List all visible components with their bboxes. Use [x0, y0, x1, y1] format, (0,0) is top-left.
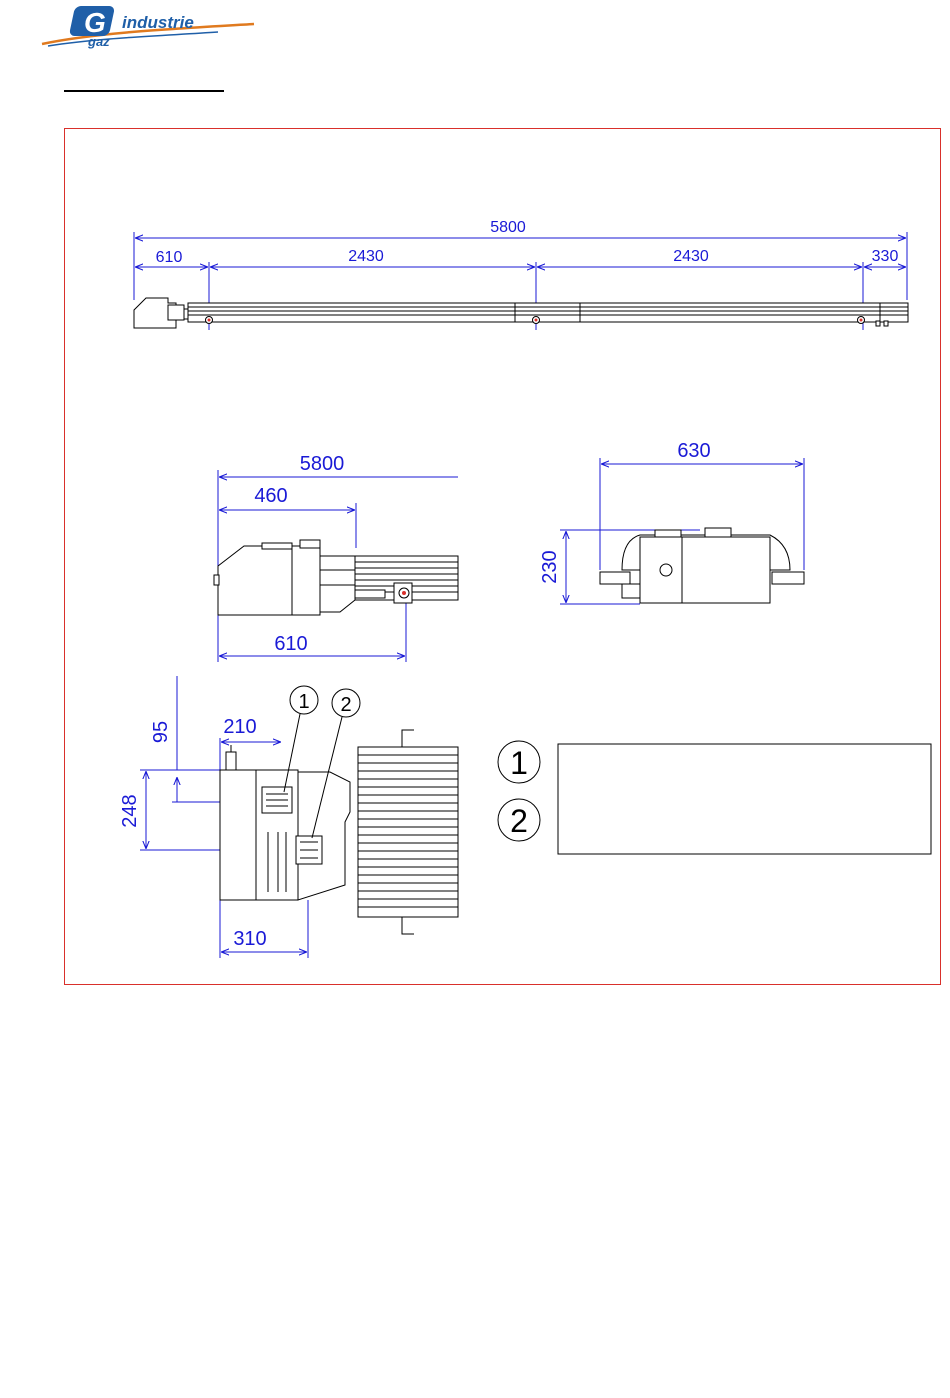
- logo-word-industrie: industrie: [122, 13, 194, 32]
- dim-segment-1: 610: [155, 249, 183, 266]
- dim-body-width: 310: [233, 928, 267, 950]
- plan-view: [119, 676, 458, 958]
- dim-segment-4: 330: [871, 248, 899, 265]
- callout-2: 2: [340, 694, 352, 716]
- callout-1: 1: [298, 691, 310, 713]
- dim-depth: 248: [119, 794, 141, 828]
- logo-word-gaz: gaz: [88, 34, 110, 49]
- dim-overall-length-top: 5800: [490, 219, 526, 236]
- dim-segment-3: 2430: [673, 248, 709, 265]
- dim-connection-offset: 210: [223, 716, 257, 738]
- dim-height: 230: [539, 550, 561, 584]
- dim-support-distance: 610: [274, 633, 308, 655]
- legend-item-2: 2: [510, 803, 528, 839]
- dim-segment-2: 2430: [348, 248, 384, 265]
- legend-item-1: 1: [510, 745, 528, 781]
- logo-mark: G: [84, 7, 106, 38]
- dim-offset: 95: [150, 720, 172, 744]
- dim-overall-length-side: 5800: [299, 453, 345, 475]
- side-view: [214, 453, 458, 662]
- end-view: [539, 440, 804, 604]
- top-view: [134, 219, 908, 330]
- legend: [498, 741, 931, 854]
- dim-width: 630: [677, 440, 711, 462]
- dim-head-length: 460: [254, 485, 288, 507]
